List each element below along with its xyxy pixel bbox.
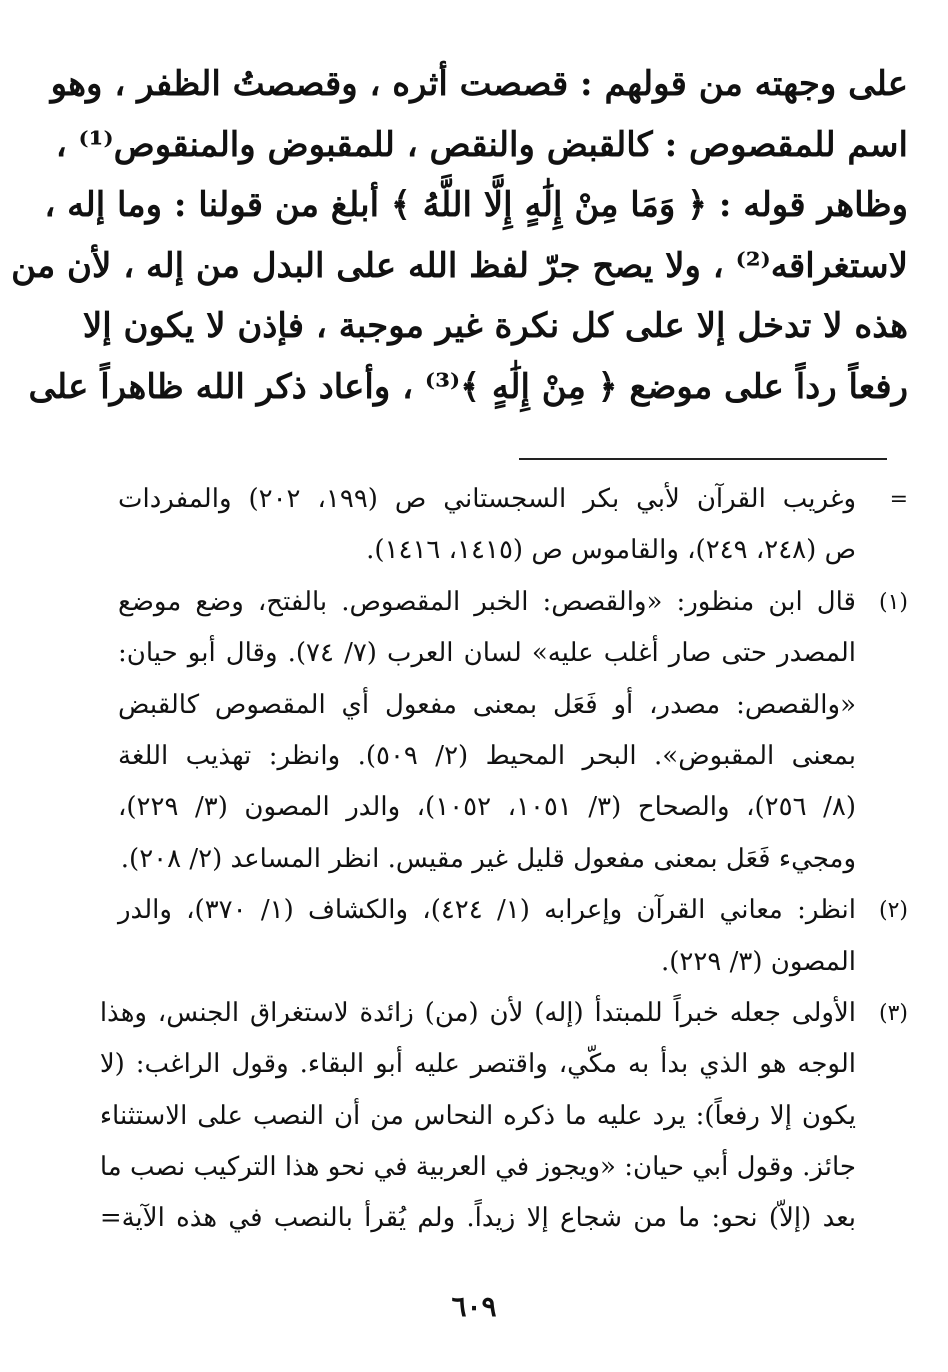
footnote-line: قال ابن منظور: «والقصص: الخبر المقصوص. بالفتح، وضع موضع	[118, 586, 856, 617]
main-line: على وجهته من قولهم : قصصت أثره ، وقصصتُ الظفر ، وهو	[50, 64, 908, 104]
main-line: هذه لا تدخل إلا على كل نكرة غير موجبة ، فإذن لا يكون إلا	[82, 306, 908, 347]
footnote-line: انظر: معاني القرآن وإعرابه (١/ ٤٢٤)، والكشاف (١/ ٣٧٠)، والدر	[118, 895, 856, 926]
footnote-line: بمعنى المقبوض». البحر المحيط (٢/ ٥٠٩). وانظر: تهذيب اللغة	[118, 740, 856, 771]
footnote-line: ومجيء فَعَل بمعنى مفعول قليل غير مقيس. انظر المساعد (٢/ ٢٠٨).	[120, 843, 856, 874]
footnote-body	[118, 885, 856, 988]
footnote-line: وغريب القرآن لأبي بكر السجستاني ص (١٩٩، ٢٠٢) والمفردات	[118, 484, 857, 514]
main-line: اسم للمقصوص : كالقبض والنقص ، للمقبوض والمنقوص⁽¹⁾ ،	[55, 124, 908, 165]
footnote-separator	[519, 458, 887, 460]
main-line: لاستغراقه⁽²⁾ ، ولا يصح جرّ لفظ الله على البدل من إله ، لأن من	[11, 245, 908, 286]
footnote-line: المصون (٣/ ٢٢٩).	[661, 946, 856, 977]
main-text	[11, 54, 908, 418]
footnote-marker: (٢)	[878, 898, 908, 924]
footnote-2	[118, 885, 908, 988]
footnote-marker: (٣)	[878, 1000, 908, 1026]
footnote-body	[100, 988, 856, 1245]
footnote-line: «والقصص: مصدر، أو فَعَل بمعنى مفعول أي المقصوص كالقبض	[118, 689, 856, 720]
footnote-line: الوجه هو الذي بدأ به مكّي، واقتصر عليه أبو البقاء. وقول الراغب: (لا	[99, 1049, 856, 1080]
footnote-line: الأولى جعله خبراً للمبتدأ (إله) لأن (من) زائدة لاستغراق الجنس، وهذا	[99, 997, 856, 1028]
footnote-line: المصدر حتى صار أغلب عليه» لسان العرب (٧/ ٧٤). وقال أبو حيان:	[118, 638, 856, 669]
footnotes	[99, 474, 908, 1245]
footnote-body	[118, 577, 856, 885]
footnote-line: يكون إلا رفعاً): يرد عليه ما ذكره النحاس من أن النصب على الاستثناء	[99, 1100, 856, 1131]
footnote-1	[118, 577, 908, 885]
footnote-continuation	[118, 474, 908, 577]
main-line: وظاهر قوله : ﴿ وَمَا مِنْ إِلَٰهٍ إِلَّا اللَّهُ ﴾ أبلغ من قولنا : وما إله ،	[44, 185, 908, 226]
main-line: رفعاً رداً على موضع ﴿ مِنْ إِلَٰهٍ ﴾⁽³⁾ ، وأعاد ذكر الله ظاهراً على	[28, 366, 908, 407]
page-number: ٦٠٩	[451, 1290, 497, 1323]
footnote-3	[99, 988, 908, 1245]
footnote-body	[118, 474, 856, 577]
footnote-marker: (١)	[878, 589, 908, 615]
footnote-line: ص (٢٤٨، ٢٤٩)، والقاموس ص (١٤١٥، ١٤١٦).	[366, 535, 856, 566]
footnote-line: جائز. وقول أبي حيان: «ويجوز في العربية في نحو هذا التركيب نصب ما	[99, 1152, 856, 1183]
footnote-marker: =	[889, 487, 908, 512]
footnote-line: بعد (إلاّ) نحو: ما من شجاع إلا زيداً. ولم يُقرأ بالنصب في هذه الآية=	[99, 1203, 856, 1234]
footnote-line: (٨/ ٢٥٦)، والصحاح (٣/ ١٠٥١، ١٠٥٢)، والدر المصون (٣/ ٢٢٩)،	[118, 792, 856, 823]
